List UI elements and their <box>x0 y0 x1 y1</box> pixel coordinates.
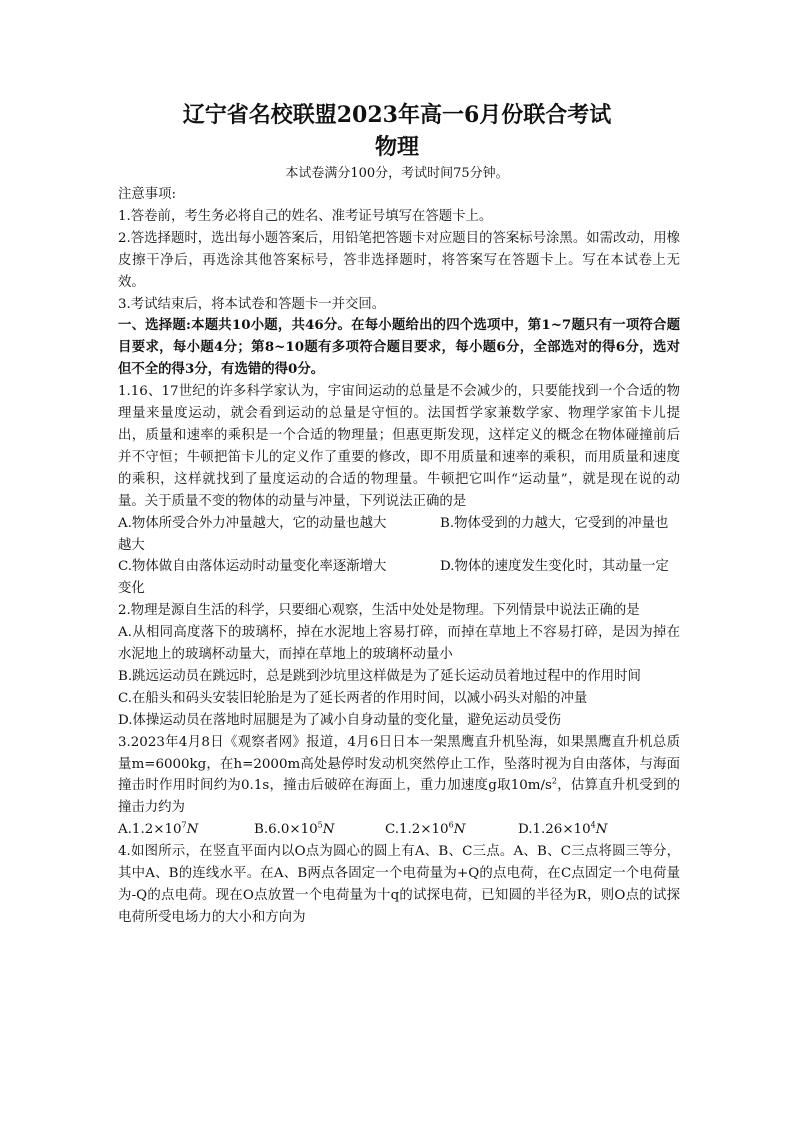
exam-body <box>118 184 680 929</box>
note-3: 3.考试结束后，将本试卷和答题卡一并交回。 <box>118 296 386 312</box>
question-3-stem <box>118 732 680 820</box>
q3-b-unit: N <box>322 822 335 838</box>
q3-c-base: C.1.2×10 <box>385 822 449 838</box>
notes-heading: 注意事项: <box>118 187 177 202</box>
note-2: 2.答选择题时，选出每小题答案后，用铅笔把答题卡对应题目的答案标号涂黑。如需改动，用橡皮擦干净后，再选涂其他答案标号，答非选择题时，将答案写在答题卡上。写在本试卷上无效。 <box>118 230 680 290</box>
q2-option-a: A.从相同高度落下的玻璃杯，掉在水泥地上容易打碎，而掉在草地上不容易打碎，是因为掉在水泥地上的玻璃杯动量大，而掉在草地上的玻璃杯动量小 <box>118 625 680 663</box>
q3-stem-part-1: 3.2023年4月8日《观察者网》报道，4月6日日本一架黑鹰直升机坠海，如果黑鹰直升机总质量m=6000kg，在h=2000m高处悬停时发动机突然停止工作，坠落时视为自由落体，与海面撞击时作用时间约为0.1s，撞击后破碎在海面上，重力加速度g取10m/s <box>118 734 680 794</box>
q3-c-exp: 6 <box>448 820 454 830</box>
q3-d-unit: N <box>595 822 608 838</box>
q3-d-exp: 4 <box>590 820 596 830</box>
q3-option-c <box>385 819 518 841</box>
q1-option-d: D.物体的速度发生变化时，其动量一定 <box>440 559 669 575</box>
q1-option-c: C.物体做自由落体运动时动量变化率逐渐增大 <box>118 559 387 575</box>
question-4-stem: 4.如图所示，在竖直平面内以O点为圆心的圆上有A、B、C三点。A、B、C三点将圆三等分，其中A、B的连线水平。在A、B两点各固定一个电荷量为+Q的点电荷，在C点固定一个电荷量为-Q的点电荷。现在O点放置一个电荷量为十q的试探电荷，已知圆的半径为R，则O点的试探电荷所受电场力的大小和方向为 <box>118 844 680 925</box>
q1-option-d-cont: 变化 <box>118 581 145 597</box>
q1-option-b: B.物体受到的力越大，它受到的冲量也 <box>440 515 669 531</box>
question-1-stem: 1.16、17世纪的许多科学家认为，宇宙间运动的总量是不会减少的，只要能找到一个合适的物理量来量度运动，就会看到运动的总量是守恒的。法国哲学家兼数学家、物理学家笛卡儿提出，质量和速率的乘积是一个合适的物理量；但惠更斯发现，这样定义的概念在物体碰撞前后并不守恒；牛顿把笛卡儿的定义作了重要的修改，即不用质量和速率的乘积，而用质量和速度的乘积，这样就找到了量度运动的合适的物理量。牛顿把它叫作“运动量”，就是现在说的动量。关于质量不变的物体的动量与冲量，下列说法正确的是 <box>118 384 680 509</box>
q1-option-a: A.物体所受合外力冲量越大，它的动量也越大 <box>118 515 387 531</box>
subject-title: 物理 <box>374 134 419 160</box>
q3-a-exp: 7 <box>181 820 187 830</box>
q3-d-base: D.1.26×10 <box>518 822 591 838</box>
question-3-options <box>118 819 680 841</box>
q3-c-unit: N <box>453 822 466 838</box>
q3-stem-part-2: ，估算直升机受到的撞击力约为 <box>118 778 681 816</box>
q2-option-d: D.体操运动员在落地时屈腿是为了减小自身动量的变化量，避免运动员受伤 <box>118 712 562 728</box>
q1-option-b-cont: 越大 <box>118 537 145 553</box>
q3-option-b <box>254 819 385 841</box>
q2-option-c: C.在船头和码头安装旧轮胎是为了延长两者的作用时间，以减小码头对船的冲量 <box>118 690 588 706</box>
exam-title: 辽宁省名校联盟2023年高一6月份联合考试 <box>182 102 612 128</box>
q3-option-d <box>518 819 607 841</box>
q2-option-b: B.跳远运动员在跳远时，总是跳到沙坑里这样做是为了延长运动员着地过程中的作用时间 <box>118 668 641 684</box>
q3-a-unit: N <box>186 822 199 838</box>
section-1-heading: 一、选择题:本题共10小题，共46分。在每小题给出的四个选项中，第1~7题只有一项符合题目要求，每小题4分；第8~10题有多项符合题目要求，每小题6分，全部选对的得6分，选对但不全的得3分，有选错的得0分。 <box>118 317 680 378</box>
question-2-stem: 2.物理是源自生活的科学，只要细心观察，生活中处处是物理。下列情景中说法正确的是 <box>118 603 640 619</box>
q3-option-a <box>118 819 254 841</box>
question-1-options-ab <box>118 513 680 535</box>
question-1-options-cd <box>118 556 680 578</box>
q3-b-exp: 5 <box>317 820 323 830</box>
q3-stem-superscript: 2 <box>551 777 557 786</box>
q3-a-base: A.1.2×10 <box>118 822 182 838</box>
note-1: 1.答卷前，考生务必将自己的姓名、准考证号填写在答题卡上。 <box>118 208 493 224</box>
exam-info: 本试卷满分100分，考试时间75分钟。 <box>285 166 509 181</box>
q3-b-base: B.6.0×10 <box>254 822 318 838</box>
